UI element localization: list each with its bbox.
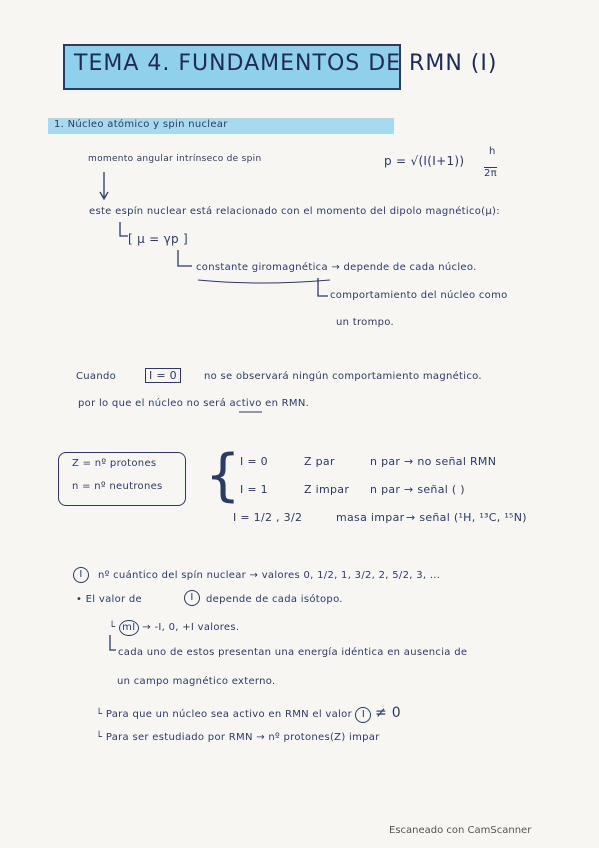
line-spinning-top-a: comportamiento del núcleo como xyxy=(330,290,508,301)
quantum-symbol-2: I xyxy=(184,590,200,606)
line-spinning-top-b: un trompo. xyxy=(336,317,394,328)
row2-spin: I = 1 xyxy=(240,483,268,496)
formula-h: h xyxy=(489,146,496,157)
line-no-behaviour: no se observará ningún comportamiento magnético. xyxy=(204,371,482,382)
line-active: └ Para que un núcleo sea activo en RMN el valor I ≠ 0 xyxy=(96,705,401,721)
line-not-active: por lo que el núcleo no será activo en RMN. xyxy=(78,398,310,409)
scanner-watermark: Escaneado con CamScanner xyxy=(389,825,532,836)
row3-z: masa impar xyxy=(336,511,405,524)
line-studied: └ Para ser estudiado por RMN → nº protones(Z) impar xyxy=(96,732,380,743)
formula-p: p = √(I(I+1)) xyxy=(384,154,465,168)
line-when: Cuando xyxy=(76,371,117,382)
line-energy: cada uno de estos presentan una energía idéntica en ausencia de xyxy=(118,647,468,658)
row2-z: Z impar xyxy=(304,483,350,496)
line-mi-values: └ mI → -I, 0, +I valores. xyxy=(109,620,239,636)
row1-z: Z par xyxy=(304,455,335,468)
section-heading: 1. Núcleo atómico y spin nuclear xyxy=(54,119,228,130)
line-quantum-values: nº cuántico del spín nuclear → valores 0, 1/2, 1, 3/2, 2, 5/2, 3, ... xyxy=(98,570,441,581)
line-dipole: este espín nuclear está relacionado con el momento del dipolo magnético(μ): xyxy=(89,206,500,217)
def-protons: Z = nº protones xyxy=(72,458,157,469)
line-spin-definition: momento angular intrínseco de spin xyxy=(88,154,262,164)
row1-spin: I = 0 xyxy=(240,455,268,468)
row1-result: n par → no señal RMN xyxy=(370,455,497,468)
row3-result: → señal (¹H, ¹³C, ¹⁵N) xyxy=(406,511,527,524)
row2-result: n par → señal ( ) xyxy=(370,483,465,496)
def-neutrons: n = nº neutrones xyxy=(72,481,163,492)
brace: { xyxy=(205,443,241,508)
formula-2pi: 2π xyxy=(484,168,497,179)
line-value-of: • El valor de xyxy=(76,594,142,605)
row3-spin: I = 1/2 , 3/2 xyxy=(233,511,303,524)
line-isotope: depende de cada isótopo. xyxy=(206,594,343,605)
formula-mu: [ μ = γp ] xyxy=(128,232,189,246)
quantum-symbol: I xyxy=(73,567,89,583)
page-title: TEMA 4. FUNDAMENTOS DE RMN (I) xyxy=(74,51,498,76)
line-gyromagnetic: constante giromagnética → depende de cada núcleo. xyxy=(196,262,477,273)
line-field: un campo magnético externo. xyxy=(117,676,276,687)
boxed-i-zero: I = 0 xyxy=(145,368,181,383)
